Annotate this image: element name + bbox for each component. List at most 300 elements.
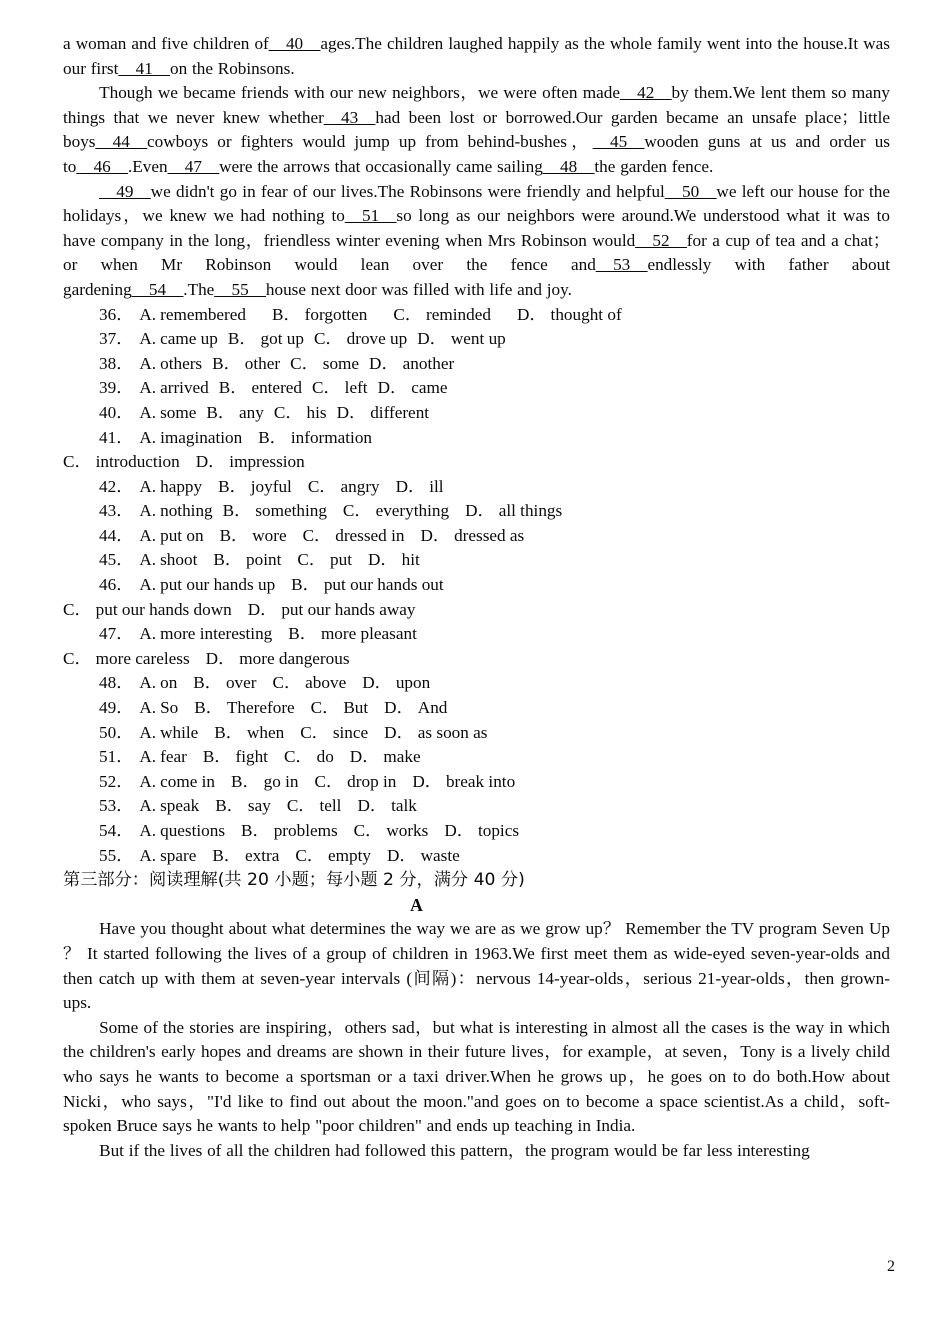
choice-letter: B． (258, 427, 287, 447)
question-option-line (63, 770, 890, 795)
question-choice[interactable] (139, 501, 212, 520)
cloze-blank: __53__ (595, 255, 648, 275)
choice-text: Therefore (226, 698, 295, 718)
question-choice[interactable] (248, 600, 416, 619)
choice-text: put on (160, 525, 204, 545)
choice-text: on (160, 673, 178, 693)
choice-letter: C． (302, 525, 332, 545)
choice-text: ill (429, 476, 444, 496)
question-number: 54． (99, 821, 134, 840)
choice-text: drove up (346, 329, 408, 349)
question-choice[interactable] (231, 772, 299, 791)
question-choice[interactable] (228, 329, 304, 348)
question-choice[interactable] (297, 550, 352, 569)
page-number: 2 (887, 1258, 895, 1275)
choice-text: nothing (160, 501, 213, 521)
question-number: 49． (99, 698, 134, 718)
choice-letter: D． (362, 673, 392, 693)
choice-text: speak (160, 796, 200, 816)
question-choice[interactable] (368, 550, 420, 569)
choice-text: drop in (347, 771, 397, 791)
choice-text: point (246, 550, 282, 570)
choice-text: reminded (426, 304, 491, 324)
choice-text: put our hands away (281, 599, 416, 619)
question-choice[interactable] (139, 821, 225, 840)
choice-letter: B． (212, 353, 241, 373)
reading-paragraph: But if the lives of all the children had followed this pattern，the program would be far less interesting (99, 1140, 810, 1160)
question-choice[interactable] (139, 723, 198, 742)
question-choice[interactable] (139, 477, 202, 496)
cloze-blank: __51__ (344, 206, 397, 226)
question-choice[interactable] (357, 796, 416, 815)
question-choice[interactable] (369, 354, 454, 373)
choice-text: questions (160, 821, 226, 840)
question-choice[interactable] (139, 624, 272, 643)
choice-text: arrived (160, 378, 209, 398)
choice-letter: C． (307, 476, 337, 496)
question-choice[interactable] (213, 550, 281, 569)
question-choice[interactable] (465, 501, 562, 520)
choice-text: another (402, 353, 455, 373)
question-number: 44． (99, 525, 134, 545)
question-option-line (63, 401, 890, 426)
passage-paragraph: __49__we didn't go in fear of our lives.The Robinsons were friendly and helpful__50__we left our house for the holidays，we knew we had nothing to__51__so long as our neighbors were around.We understood what it was to have company in the long，friendless winter evening when Mrs Robinson would__52__for a cup of tea and a chat；or when Mr Robinson would lean over the fence and__53__endlessly with father about gardening__54__.The__55__house next door was filled with life and joy. (63, 181, 890, 299)
choice-letter: A. (139, 796, 157, 816)
choice-letter: A. (139, 378, 157, 398)
choice-letter: B． (193, 673, 222, 693)
choice-letter: D． (205, 648, 236, 668)
question-choice[interactable] (354, 821, 429, 840)
choice-letter: A. (139, 353, 157, 373)
question-choice[interactable] (139, 673, 177, 692)
choice-text: do (316, 747, 334, 767)
choice-letter: A. (139, 304, 157, 324)
question-choice[interactable] (214, 723, 284, 742)
choice-text: extra (245, 845, 280, 865)
question-choice[interactable] (273, 673, 347, 692)
choice-text: break into (445, 771, 516, 791)
question-choice[interactable] (206, 649, 350, 668)
choice-letter: A. (139, 402, 157, 422)
choice-text: hit (401, 550, 420, 570)
choice-text: say (247, 796, 271, 816)
question-option-line (63, 573, 890, 598)
choice-letter: A. (139, 771, 157, 791)
question-choice[interactable] (284, 747, 334, 766)
choice-text: dressed as (454, 525, 525, 545)
choice-letter: A. (139, 845, 157, 865)
reading-paragraph: Have you thought about what determines the way we are as we grow up？ Remember the TV program Seven Up ？ It started following the lives of a group of children in 1963.We first meet them as wide-eyed seven-year-olds and then catch up with them at seven-year intervals (间隔)：nervous 14-year-olds，serious 21-year-olds，then grown-ups. (63, 919, 890, 1013)
question-choice[interactable] (218, 477, 292, 496)
question-option-line (63, 671, 890, 696)
question-choice[interactable] (393, 305, 491, 324)
section-heading-part3: 第三部分：阅读理解(共 20 小题；每小题 2 分，满分 40 分) (63, 870, 525, 891)
question-choice[interactable] (287, 796, 342, 815)
choice-text: his (306, 402, 327, 422)
question-number: 40． (99, 402, 134, 422)
choice-letter: D． (420, 525, 451, 545)
choice-letter: D． (516, 304, 547, 324)
question-choice[interactable] (203, 747, 268, 766)
question-choice[interactable] (362, 673, 430, 692)
question-choice[interactable] (139, 526, 203, 545)
question-choice[interactable] (315, 772, 397, 791)
choice-letter: D． (349, 747, 380, 767)
question-number: 42． (99, 476, 134, 496)
question-choice[interactable] (212, 846, 279, 865)
choice-letter: C． (63, 599, 92, 619)
question-number: 48． (99, 673, 134, 693)
question-choice[interactable] (219, 378, 302, 397)
choice-letter: A. (139, 525, 157, 545)
cloze-blank: __43__ (323, 107, 376, 127)
choice-letter: D． (195, 452, 226, 472)
choice-letter: D． (367, 550, 398, 570)
choice-letter: D． (465, 501, 495, 521)
choice-text: forgotten (304, 304, 368, 324)
choice-letter: C． (342, 501, 372, 521)
choice-letter: C． (63, 648, 92, 668)
question-choice[interactable] (194, 698, 294, 717)
reading-passage-letter: A (410, 894, 423, 915)
question-choice[interactable] (63, 600, 232, 619)
choice-letter: B． (215, 796, 244, 816)
choice-letter: C． (393, 304, 423, 324)
choice-text: left (344, 378, 368, 398)
question-option-line (63, 819, 890, 844)
cloze-blank: __49__ (99, 181, 151, 201)
question-number: 55． (99, 845, 134, 865)
question-number: 45． (99, 550, 134, 570)
question-option-line (63, 475, 890, 500)
choice-text: talk (391, 796, 417, 816)
question-number: 36． (99, 304, 134, 324)
choice-text: all things (498, 501, 563, 521)
choice-letter: C． (297, 550, 327, 570)
choice-text: impression (229, 452, 305, 472)
choice-text: remembered (160, 304, 246, 324)
question-choice[interactable] (412, 772, 515, 791)
choice-text: came up (160, 329, 218, 349)
choice-letter: B． (288, 624, 317, 644)
question-choice[interactable] (396, 477, 444, 496)
choice-letter: B． (202, 747, 232, 767)
question-option-line (63, 844, 890, 869)
question-option-line (63, 548, 890, 573)
question-choice[interactable] (308, 477, 380, 496)
question-option-line (63, 352, 890, 377)
cloze-blank: __44__ (95, 132, 148, 152)
choice-letter: B． (219, 525, 249, 545)
question-choice[interactable] (272, 305, 367, 324)
question-choice[interactable] (517, 305, 622, 324)
cloze-blank: __47__ (167, 156, 220, 176)
choice-letter: A. (139, 747, 157, 767)
question-choice[interactable] (63, 452, 180, 471)
choice-text: put (330, 550, 352, 570)
choice-text: empty (328, 845, 372, 865)
choice-text: go in (263, 771, 299, 791)
choice-letter: C． (283, 747, 313, 767)
question-choice[interactable] (295, 846, 371, 865)
choice-letter: D． (387, 845, 417, 865)
question-choice[interactable] (290, 354, 359, 373)
question-choice[interactable] (303, 526, 405, 545)
question-choice[interactable] (63, 649, 190, 668)
question-number: 46． (99, 575, 134, 595)
question-choice[interactable] (417, 329, 506, 348)
choice-letter: B． (241, 821, 270, 840)
choice-letter: C． (310, 698, 340, 718)
choice-text: more pleasant (320, 624, 417, 644)
choice-text: put our hands up (160, 575, 276, 595)
question-choice[interactable] (274, 403, 327, 422)
choice-letter: C． (295, 845, 325, 865)
choice-letter: A. (139, 501, 157, 521)
choice-letter: A. (139, 550, 157, 570)
question-choice[interactable] (139, 305, 246, 324)
question-choice[interactable] (258, 428, 372, 447)
question-choice[interactable] (139, 846, 196, 865)
choice-letter: B． (272, 304, 301, 324)
cloze-blank: __46__ (76, 156, 128, 176)
choice-text: other (244, 353, 281, 373)
choice-letter: B． (218, 476, 247, 496)
passage-paragraph: Though we became friends with our new neighbors，we were often made__42__by them.We lent them so many things that we never knew whether__43__had been lost or borrowed.Our garden became an unsafe place；little boys__44__cowboys or fighters would jump up from behind-bushes，__45__wooden guns at us and order us to__46__.Even__47__were the arrows that occasionally came sailing__48__the garden fence. (63, 83, 890, 176)
question-choice[interactable] (350, 747, 421, 766)
question-number: 52． (99, 771, 134, 791)
choice-letter: C． (313, 329, 343, 349)
question-choice[interactable] (139, 772, 215, 791)
question-choice[interactable] (311, 698, 369, 717)
choice-letter: D． (336, 402, 367, 422)
cloze-blank: __48__ (542, 156, 595, 176)
choice-text: angry (340, 476, 380, 496)
choice-letter: C． (286, 796, 316, 816)
question-option-line (63, 426, 890, 451)
choice-text: some (160, 402, 197, 422)
choice-letter: A. (139, 575, 157, 595)
choice-text: waste (420, 845, 460, 865)
question-option-line (63, 647, 890, 672)
question-number: 51． (99, 747, 134, 767)
choice-text: everything (375, 501, 450, 521)
choice-letter: D． (412, 771, 442, 791)
question-number: 43． (99, 501, 134, 521)
choice-letter: B． (231, 771, 260, 791)
choice-text: information (290, 427, 373, 447)
choice-letter: C． (300, 722, 329, 742)
choice-letter: D． (377, 378, 408, 398)
choice-letter: B． (213, 550, 243, 570)
passage-paragraph: a woman and five children of__40__ages.The children laughed happily as the whole family went into the house.It was our first__41__on the Robinsons. (63, 34, 890, 78)
question-choice[interactable] (139, 698, 178, 717)
reading-passage-a (63, 917, 890, 1163)
cloze-blank: __45__ (592, 132, 645, 152)
question-choice[interactable] (139, 428, 242, 447)
choice-letter: D． (384, 698, 414, 718)
choice-letter: C． (312, 378, 341, 398)
choice-letter: B． (227, 329, 257, 349)
question-number: 53． (99, 796, 134, 816)
choice-text: above (305, 673, 347, 693)
question-choice[interactable] (139, 378, 208, 397)
choice-text: put our hands out (323, 575, 444, 595)
question-option-line (63, 794, 890, 819)
choice-text: dressed in (335, 525, 405, 545)
choice-text: imagination (160, 427, 243, 447)
question-choice[interactable] (314, 329, 407, 348)
question-choice[interactable] (343, 501, 449, 520)
choice-text: different (370, 402, 430, 422)
question-choice[interactable] (337, 403, 429, 422)
choice-text: works (386, 821, 429, 840)
cloze-options-list (63, 303, 890, 869)
question-option-line (63, 303, 890, 328)
choice-text: more dangerous (239, 648, 350, 668)
choice-text: come in (160, 771, 215, 791)
question-choice[interactable] (139, 550, 197, 569)
choice-text: when (246, 722, 285, 742)
question-option-line (63, 524, 890, 549)
question-choice[interactable] (384, 723, 487, 742)
choice-text: put our hands down (95, 599, 232, 619)
cloze-blank: __40__ (268, 34, 321, 53)
question-choice[interactable] (220, 526, 287, 545)
choice-letter: B． (222, 501, 252, 521)
choice-text: since (332, 722, 369, 742)
question-choice[interactable] (139, 403, 196, 422)
choice-letter: B． (291, 575, 320, 595)
question-choice[interactable] (312, 378, 368, 397)
question-choice[interactable] (378, 378, 448, 397)
question-choice[interactable] (139, 329, 217, 348)
question-option-line (63, 327, 890, 352)
choice-letter: A. (139, 624, 157, 644)
choice-text: got up (260, 329, 304, 349)
choice-text: as soon as (417, 722, 488, 742)
choice-text: upon (395, 673, 431, 693)
choice-letter: C． (314, 771, 344, 791)
question-option-line (63, 721, 890, 746)
choice-text: topics (477, 821, 520, 840)
cloze-passage (63, 32, 890, 303)
choice-text: over (225, 673, 257, 693)
question-number: 37． (99, 329, 134, 349)
choice-letter: D． (357, 796, 388, 816)
choice-letter: D． (395, 476, 426, 496)
choice-letter: D． (417, 329, 447, 349)
choice-text: thought of (550, 304, 622, 324)
question-choice[interactable] (139, 747, 186, 766)
question-number: 41． (99, 427, 134, 447)
cloze-blank: __52__ (635, 230, 687, 250)
question-choice[interactable] (291, 575, 443, 594)
choice-text: something (255, 501, 327, 521)
question-option-line (63, 499, 890, 524)
choice-letter: B． (218, 378, 248, 398)
choice-text: came (411, 378, 448, 398)
question-number: 39． (99, 378, 134, 398)
question-choice[interactable] (288, 624, 417, 643)
choice-text: spare (160, 845, 197, 865)
choice-letter: A. (139, 722, 157, 742)
question-choice[interactable] (420, 526, 524, 545)
question-choice[interactable] (196, 452, 305, 471)
choice-letter: B． (214, 722, 243, 742)
question-choice[interactable] (212, 354, 280, 373)
choice-letter: B． (194, 698, 223, 718)
question-choice[interactable] (241, 821, 338, 840)
choice-text: fight (235, 747, 268, 767)
question-option-line (63, 745, 890, 770)
cloze-blank: __54__ (131, 279, 184, 299)
choice-letter: C． (63, 452, 92, 472)
question-option-line (63, 376, 890, 401)
question-choice[interactable] (215, 796, 271, 815)
choice-text: So (160, 698, 179, 718)
choice-letter: A. (139, 427, 157, 447)
cloze-blank: __42__ (619, 83, 672, 103)
choice-text: joyful (250, 476, 292, 496)
question-choice[interactable] (139, 575, 275, 594)
question-option-line (63, 696, 890, 721)
question-option-line (63, 598, 890, 623)
choice-text: others (160, 353, 203, 373)
question-choice[interactable] (387, 846, 460, 865)
question-option-line (63, 622, 890, 647)
choice-text: more careless (95, 648, 190, 668)
question-number: 47． (99, 624, 134, 644)
choice-letter: A. (139, 329, 157, 349)
choice-letter: B． (206, 402, 236, 422)
question-choice[interactable] (223, 501, 327, 520)
choice-letter: C． (273, 402, 303, 422)
question-choice[interactable] (384, 698, 447, 717)
choice-text: while (160, 722, 199, 742)
choice-letter: A. (139, 673, 157, 693)
choice-text: went up (450, 329, 506, 349)
choice-text: more interesting (160, 624, 273, 644)
choice-letter: C． (290, 353, 319, 373)
choice-text: shoot (160, 550, 198, 570)
question-option-line (63, 450, 890, 475)
choice-text: problems (273, 821, 338, 840)
choice-text: fear (160, 747, 187, 767)
question-choice[interactable] (139, 796, 199, 815)
choice-letter: B． (212, 845, 242, 865)
choice-letter: D． (369, 353, 399, 373)
choice-text: wore (252, 525, 287, 545)
cloze-blank: __50__ (664, 181, 717, 201)
choice-letter: A. (139, 821, 157, 840)
question-choice[interactable] (444, 821, 519, 840)
reading-paragraph: Some of the stories are inspiring，others sad，but what is interesting in almost all the cases is the way in which the children's early hopes and dreams are shown in their future lives，for example，at seven，Tony is a lively child who says he wants to become a sportsman or a taxi driver.When he grows up，he goes on to do both.How about Nicki，who says，"I'd like to find out about the moon."and goes on to become a space scientist.As a child，soft-spoken Bruce says he wants to help "poor children" and ends up teaching in India. (63, 1017, 890, 1136)
choice-letter: D． (247, 599, 278, 619)
question-number: 38． (99, 353, 134, 373)
choice-letter: D． (444, 821, 474, 840)
choice-text: entered (251, 378, 303, 398)
question-choice[interactable] (193, 673, 256, 692)
choice-letter: C． (353, 821, 383, 840)
question-choice[interactable] (206, 403, 263, 422)
choice-text: tell (319, 796, 342, 816)
choice-letter: A. (139, 476, 157, 496)
question-choice[interactable] (139, 354, 202, 373)
choice-letter: C． (272, 673, 302, 693)
choice-text: But (343, 698, 369, 718)
question-choice[interactable] (300, 723, 368, 742)
